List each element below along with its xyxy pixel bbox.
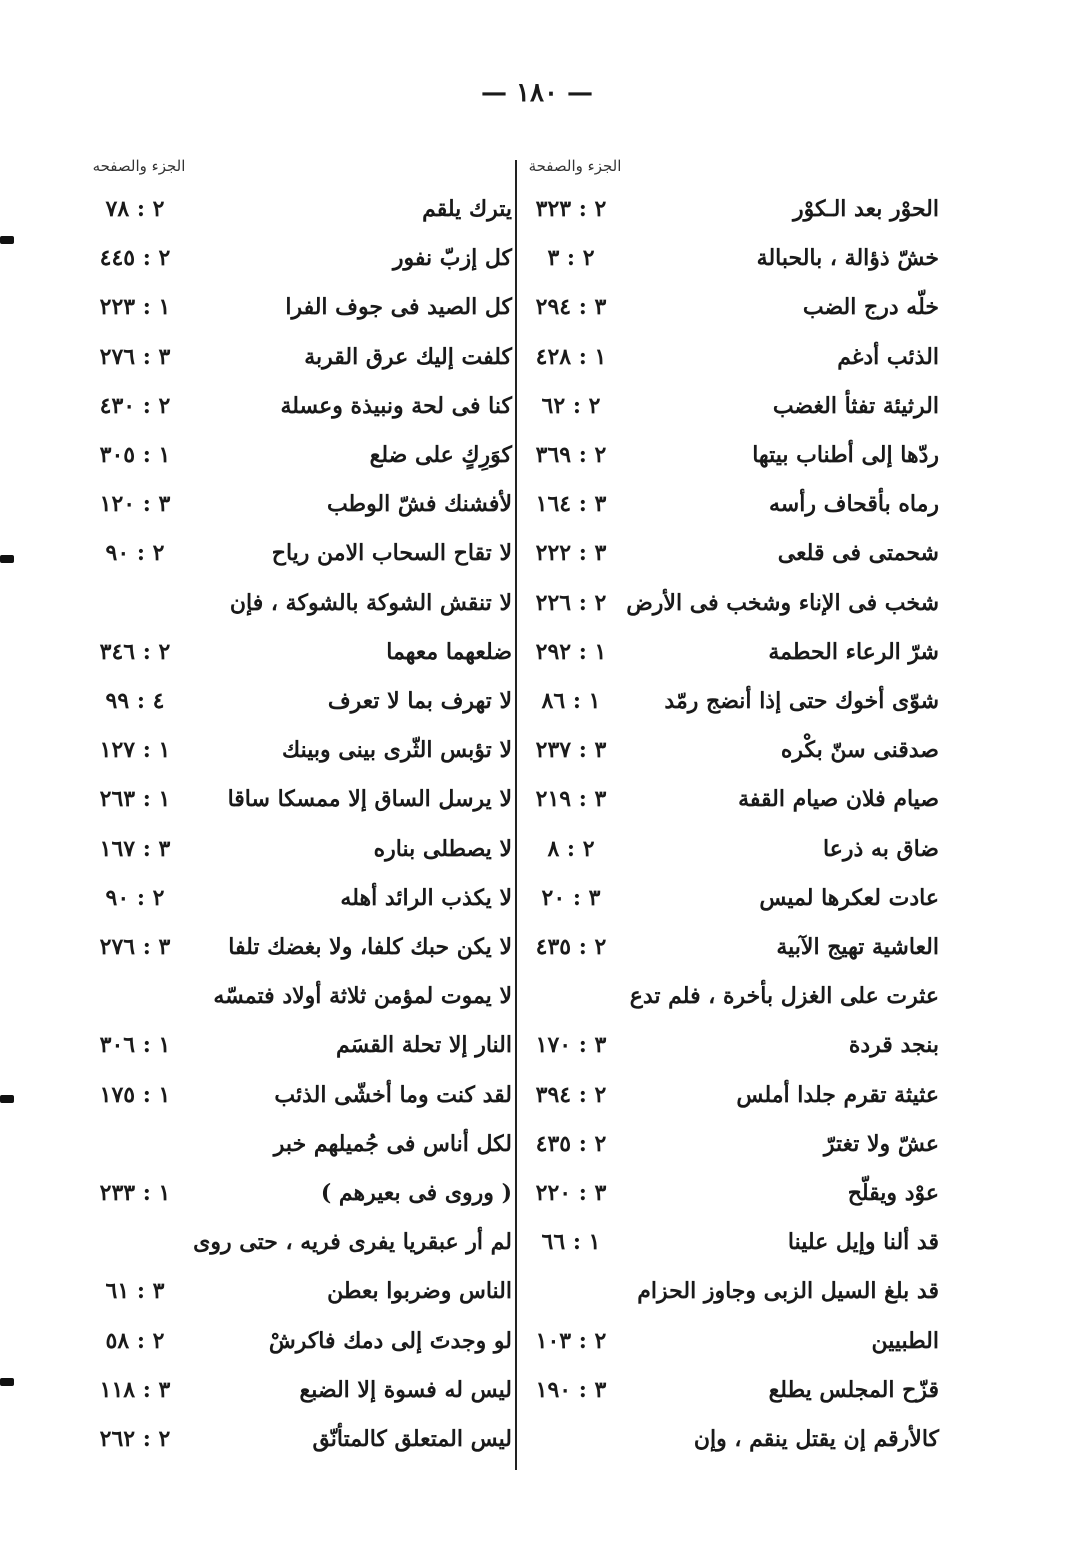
index-row [0,337,1074,377]
proverb-text-right: شرّ الرعاء الحطمة [768,639,939,665]
index-row [0,1321,1074,1361]
page-ref-left: ٣ : ٢٧٦ [99,344,171,370]
page-ref-left: ١ : ١٧٥ [99,1082,171,1108]
page-ref-right: ٢ : ٣٦٩ [535,442,607,468]
proverb-text-left: لا تؤبس الثّرى بينى وبينك [282,737,512,763]
proverb-text-right: شوّى أخوك حتى إذا أنضج رمّد [664,688,939,714]
middle-column-header: الجزء والصفحة [528,157,622,175]
page-ref-right: ٢ : ٨ [547,836,595,862]
page-ref-right: ٢ : ٢٢٦ [535,590,607,616]
proverb-text-right: عثيثة تقرم جلدا أملس [736,1082,939,1108]
proverb-text-right: ضاق به ذرعا [823,836,939,862]
index-row [0,1124,1074,1164]
proverb-text-left: ضلعهما معهما [386,639,512,665]
page-ref-right: ١ : ٨٦ [541,688,601,714]
page-ref-left: ٢ : ٤٣٠ [99,393,171,419]
proverb-text-right: قد بلغ السيل الزبى وجاوز الحزام [637,1278,939,1304]
page-ref-right: ٢ : ٤٣٥ [535,1131,607,1157]
page-ref-left [80,583,190,623]
page-ref-right: ٣ : ٢٢٠ [535,1180,607,1206]
page-ref-left: ٢ : ٤٤٥ [99,245,171,271]
page-ref-left: ١ : ١٢٧ [99,737,171,763]
proverb-text-right: عادت لعكرها لميس [759,885,939,911]
proverb-text-left: كلفت إليك عرق القربة [304,344,512,370]
page-ref-left: ١ : ٢٦٣ [99,786,171,812]
page-ref-right: ١ : ٤٢٨ [535,344,607,370]
proverb-text-left: ليس المتعلق كالمتأنّق [312,1426,512,1452]
proverb-text-left: لكل أناس فى جُميلهم خبر [273,1131,512,1157]
page-ref-right: ٢ : ٦٢ [541,393,601,419]
page-ref-right: ٣ : ١٧٠ [535,1032,607,1058]
proverb-text-left: لا يرسل الساق إلا ممسكا ساقا [227,786,512,812]
proverb-text-right: الذئب أدغم [837,344,939,370]
proverb-text-right: خلّه درج الضب [802,294,939,320]
proverb-text-right: الرثيئة تفثأ الغضب [772,393,939,419]
index-row [0,1075,1074,1115]
index-row [0,189,1074,229]
page-ref-left: ٢ : ٧٨ [105,196,165,222]
proverb-text-left: لا يصطلى بناره [373,836,512,862]
page-ref-right: ٢ : ٣٢٣ [535,196,607,222]
page-ref-right [522,976,620,1016]
proverb-text-left: لا يكذب الرائد أهله [340,885,512,911]
proverb-text-right: خشّ ذؤالة ، بالحبالة [756,245,939,271]
proverb-text-left: ( وروى فى بعيرهم ) [320,1180,512,1206]
page-ref-left: ١ : ٢٢٣ [99,294,171,320]
page-ref-left: ١ : ٣٠٥ [99,442,171,468]
proverb-text-left: يترك يلقم [422,196,512,222]
page-ref-right: ٣ : ١٩٠ [535,1377,607,1403]
page-ref-left: ١ : ٣٠٦ [99,1032,171,1058]
page-ref-left: ٣ : ٢٧٦ [99,934,171,960]
proverb-text-left: لا تقاح السحاب الامن رياح [271,540,512,566]
proverb-text-right: صدقنى سنّ بكْره [780,737,939,763]
page-ref-right: ٣ : ٢٠ [541,885,601,911]
page-ref-left [80,976,190,1016]
page-ref-right: ٢ : ٣٩٤ [535,1082,607,1108]
index-row [0,533,1074,573]
proverb-text-left: لا تنقش الشوكة بالشوكة ، فإن [229,590,512,616]
index-row [0,1370,1074,1410]
index-row [0,1222,1074,1262]
page-ref-left: ٢ : ٩٠ [105,885,165,911]
index-row [0,681,1074,721]
index-row [0,583,1074,623]
page-ref-right: ٣ : ٢٩٤ [535,294,607,320]
page-ref-left: ٣ : ١٢٠ [99,491,171,517]
index-row [0,1173,1074,1213]
index-row [0,435,1074,475]
page-ref-right: ٣ : ٢١٩ [535,786,607,812]
page-ref-right: ٣ : ٢٢٢ [535,540,607,566]
left-column-header: الجزء والصفحه [92,157,186,175]
index-row [0,484,1074,524]
proverb-text-right: الحوْر بعد الـكوْر [792,196,939,222]
proverb-text-right: عثرت على الغزل بأخرة ، فلم تدع [629,983,939,1009]
index-row [0,287,1074,327]
index-row [0,976,1074,1016]
page-ref-right: ٢ : ٤٣٥ [535,934,607,960]
proverb-text-left: لو وجدتَ إلى دمك فاكرشْ [268,1328,512,1354]
index-row [0,829,1074,869]
page-ref-right [522,1419,620,1459]
page-ref-left: ٣ : ١١٨ [99,1377,171,1403]
proverb-text-right: صيام فلان صيام القفة [738,786,939,812]
proverb-text-right: عوْد ويقلّح [847,1180,939,1206]
proverb-text-left: كوَرِكٍ على ضلع [369,442,512,468]
page-ref-right: ٢ : ١٠٣ [535,1328,607,1354]
page-ref-left: ٢ : ٢٦٢ [99,1426,171,1452]
index-row [0,1025,1074,1065]
proverb-text-left: كنا فى لحة ونبيذة وعسلة [280,393,512,419]
proverb-text-left: ليس له فسوة إلا الضبع [299,1377,512,1403]
page-ref-left: ٢ : ٣٤٦ [99,639,171,665]
page-ref-right: ٢ : ٣ [547,245,595,271]
index-row [0,632,1074,672]
page-ref-left: ٤ : ٩٩ [105,688,165,714]
proverb-text-right: رماه بأقحاف رأسه [769,491,939,517]
proverb-text-right: قزّح المجلس يطلع [768,1377,939,1403]
page-number: — ١٨٠ — [480,78,594,108]
proverb-text-right: كالأرقم إن يقتل ينقم ، وإن [693,1426,939,1452]
proverb-text-right: شحمتى فى قلعى [777,540,939,566]
index-row [0,386,1074,426]
index-row [0,779,1074,819]
proverb-text-right: الطبيين [871,1328,939,1354]
page-ref-left [80,1124,190,1164]
proverb-text-left: لقد كنت وما أخشّى الذئب [274,1082,512,1108]
proverb-text-left: النار إلا تحلة القسَم [335,1032,512,1058]
proverb-text-left: لا يموت لمؤمن ثلاثة أولاد فتمسّه [213,983,512,1009]
page-ref-left: ٣ : ٦١ [105,1278,165,1304]
page-ref-right: ١ : ٢٩٢ [535,639,607,665]
proverb-text-left: الناس وضربوا بعطن [327,1278,512,1304]
page-ref-left: ٢ : ٩٠ [105,540,165,566]
page-ref-right: ١ : ٦٦ [541,1229,601,1255]
page-ref-left [80,1222,190,1262]
index-row [0,730,1074,770]
page-ref-left: ١ : ٢٣٣ [99,1180,171,1206]
proverb-text-right: العاشية تهيج الآبية [776,934,939,960]
proverb-text-right: قد ألنا وإيل علينا [787,1229,939,1255]
index-row [0,927,1074,967]
index-row [0,238,1074,278]
index-row [0,1419,1074,1459]
index-row [0,878,1074,918]
page-ref-right: ٣ : ٢٣٧ [535,737,607,763]
proverb-text-left: كل إزبّ نفور [392,245,512,271]
page-ref-right: ٣ : ١٦٤ [535,491,607,517]
page-ref-left: ٣ : ١٦٧ [99,836,171,862]
proverb-text-left: لم أر عبقريا يفرى فريه ، حتى روى [193,1229,512,1255]
proverb-text-right: شخب فى الإناء وشخب فى الأرض [626,590,939,616]
proverb-text-left: كل الصيد فى جوف الفرا [285,294,512,320]
page-ref-right [522,1271,620,1311]
proverb-text-left: لأفشنك فشّ الوطب [326,491,512,517]
proverb-text-right: بنجد قردة [848,1032,939,1058]
proverb-text-right: عشّ ولا تغترّ [823,1131,939,1157]
proverb-text-left: لا يكن حبك كلفا، ولا بغضك تلفا [228,934,512,960]
index-row [0,1271,1074,1311]
proverb-text-left: لا تهرف بما لا تعرف [327,688,512,714]
page-ref-left: ٢ : ٥٨ [105,1328,165,1354]
proverb-text-right: ردّها إلى أطناب بيتها [752,442,939,468]
